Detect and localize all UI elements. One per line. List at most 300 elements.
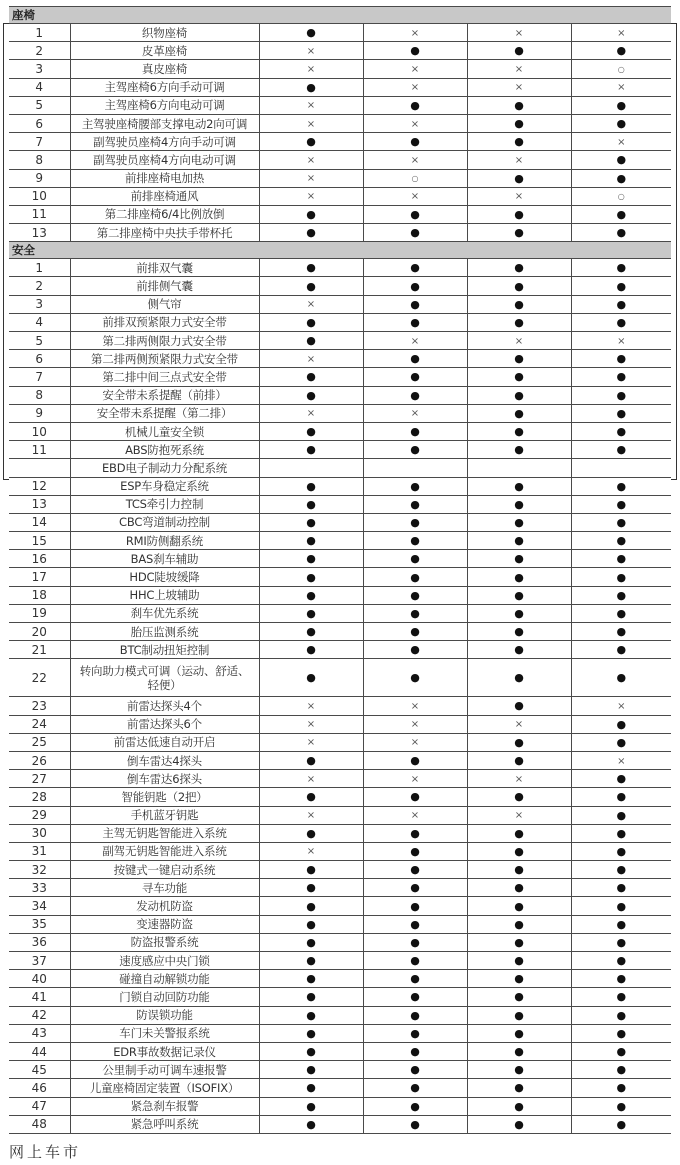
trim-4-cell xyxy=(571,770,671,788)
trim-3-cell xyxy=(467,1061,571,1079)
standard-mark: ● xyxy=(306,754,316,768)
standard-mark: ● xyxy=(514,606,524,620)
feature-name: 寻车功能 xyxy=(70,879,259,897)
trim-4-cell xyxy=(571,697,671,715)
feature-name: 织物座椅 xyxy=(70,24,259,42)
trim-2-cell xyxy=(363,770,467,788)
trim-3-cell xyxy=(467,1079,571,1097)
feature-name: 转向助力模式可调（运动、舒适、轻便） xyxy=(70,659,259,697)
trim-3-cell xyxy=(467,133,571,151)
not-available-mark: × xyxy=(410,82,420,94)
standard-mark: ● xyxy=(514,406,524,420)
trim-4-cell xyxy=(571,952,671,970)
standard-mark: ● xyxy=(514,881,524,895)
not-available-mark: × xyxy=(306,191,316,203)
row-number: 11 xyxy=(9,441,70,459)
section-header xyxy=(9,7,671,24)
table-row xyxy=(9,1042,671,1060)
not-available-mark: × xyxy=(410,408,420,420)
not-available-mark: × xyxy=(410,63,420,75)
row-number: 4 xyxy=(9,313,70,331)
row-number: 8 xyxy=(9,151,70,169)
standard-mark: ● xyxy=(410,899,420,913)
row-number: 42 xyxy=(9,1006,70,1024)
trim-2-cell xyxy=(363,368,467,386)
not-available-mark: × xyxy=(617,136,626,148)
row-number: 45 xyxy=(9,1061,70,1079)
standard-mark: ● xyxy=(514,1045,524,1059)
standard-mark: ● xyxy=(616,935,627,949)
standard-mark: ● xyxy=(306,588,316,602)
trim-1-cell xyxy=(259,205,363,223)
table-row xyxy=(9,24,671,42)
table-row xyxy=(9,422,671,440)
standard-mark: ● xyxy=(410,954,420,968)
standard-mark: ● xyxy=(306,1045,316,1059)
trim-4-cell xyxy=(571,824,671,842)
not-available-mark: × xyxy=(306,846,316,858)
trim-3-cell xyxy=(467,78,571,96)
feature-name: HDC陡坡缓降 xyxy=(70,568,259,586)
standard-mark: ● xyxy=(306,863,316,877)
standard-mark: ● xyxy=(514,899,524,913)
not-available-mark: × xyxy=(306,700,316,712)
standard-mark: ● xyxy=(514,1063,524,1077)
standard-mark: ● xyxy=(616,899,627,913)
standard-mark: ● xyxy=(306,226,316,240)
trim-3-cell xyxy=(467,42,571,60)
trim-2-cell xyxy=(363,751,467,769)
trim-2-cell xyxy=(363,60,467,78)
standard-mark: ● xyxy=(616,226,627,240)
section-title: 安全 xyxy=(9,242,671,259)
standard-mark: ● xyxy=(514,844,524,858)
row-number: 6 xyxy=(9,114,70,132)
feature-name: 公里制手动可调车速报警 xyxy=(70,1061,259,1079)
trim-3-cell xyxy=(467,350,571,368)
standard-mark: ● xyxy=(616,826,627,840)
feature-name: RMI防侧翻系统 xyxy=(70,532,259,550)
trim-1-cell xyxy=(259,1115,363,1133)
not-available-mark: × xyxy=(410,335,420,347)
feature-name: 碰撞自动解锁功能 xyxy=(70,970,259,988)
trim-4-cell xyxy=(571,1115,671,1133)
trim-1-cell xyxy=(259,770,363,788)
trim-1-cell xyxy=(259,568,363,586)
trim-2-cell xyxy=(363,386,467,404)
feature-name: 门锁自动回防功能 xyxy=(70,988,259,1006)
not-available-mark: × xyxy=(306,719,316,731)
not-available-mark: × xyxy=(410,191,420,203)
feature-name: 主驾座椅6方向手动可调 xyxy=(70,78,259,96)
spec-table xyxy=(9,6,671,1134)
standard-mark: ● xyxy=(306,334,316,348)
feature-name: 主驾无钥匙智能进入系统 xyxy=(70,824,259,842)
standard-mark: ● xyxy=(616,297,627,311)
standard-mark: ● xyxy=(616,1026,627,1040)
trim-4-cell xyxy=(571,788,671,806)
trim-1-cell xyxy=(259,277,363,295)
standard-mark: ● xyxy=(514,735,524,749)
trim-4-cell xyxy=(571,259,671,277)
not-available-mark: × xyxy=(306,100,316,112)
spec-sheet xyxy=(9,6,671,1134)
standard-mark: ● xyxy=(616,972,627,986)
trim-3-cell xyxy=(467,1024,571,1042)
trim-4-cell xyxy=(571,751,671,769)
row-number: 40 xyxy=(9,970,70,988)
standard-mark: ● xyxy=(616,844,627,858)
standard-mark: ● xyxy=(616,881,627,895)
trim-2-cell xyxy=(363,933,467,951)
feature-name: 副驾无钥匙智能进入系统 xyxy=(70,842,259,860)
trim-2-cell xyxy=(363,879,467,897)
table-row xyxy=(9,459,671,477)
trim-1-cell xyxy=(259,550,363,568)
not-available-mark: × xyxy=(514,82,524,94)
trim-1-cell xyxy=(259,368,363,386)
standard-mark: ● xyxy=(306,497,316,511)
trim-4-cell xyxy=(571,42,671,60)
trim-1-cell xyxy=(259,441,363,459)
feature-name: 主驾驶座椅腰部支撑电动2向可调 xyxy=(70,114,259,132)
trim-2-cell xyxy=(363,295,467,313)
feature-name: 前排侧气囊 xyxy=(70,277,259,295)
table-row xyxy=(9,988,671,1006)
trim-1-cell xyxy=(259,988,363,1006)
standard-mark: ● xyxy=(410,588,420,602)
table-row xyxy=(9,495,671,513)
trim-1-cell xyxy=(259,60,363,78)
standard-mark: ● xyxy=(410,1008,420,1022)
row-number: 18 xyxy=(9,586,70,604)
trim-4-cell xyxy=(571,550,671,568)
trim-1-cell xyxy=(259,641,363,659)
trim-1-cell xyxy=(259,133,363,151)
standard-mark: ● xyxy=(410,279,420,293)
not-available-mark: × xyxy=(617,700,626,712)
standard-mark: ● xyxy=(616,717,627,731)
standard-mark: ● xyxy=(514,699,524,713)
trim-3-cell xyxy=(467,586,571,604)
not-available-mark: × xyxy=(306,154,316,166)
trim-3-cell xyxy=(467,952,571,970)
feature-name: 前雷达探头6个 xyxy=(70,715,259,733)
trim-3-cell xyxy=(467,1006,571,1024)
trim-3-cell xyxy=(467,24,571,42)
standard-mark: ● xyxy=(410,135,420,149)
trim-4-cell xyxy=(571,1061,671,1079)
trim-1-cell xyxy=(259,78,363,96)
trim-1-cell xyxy=(259,224,363,242)
standard-mark: ● xyxy=(616,44,627,58)
trim-3-cell xyxy=(467,970,571,988)
trim-1-cell xyxy=(259,1097,363,1115)
not-available-mark: × xyxy=(306,810,316,822)
table-row xyxy=(9,623,671,641)
row-number: 3 xyxy=(9,60,70,78)
trim-3-cell xyxy=(467,915,571,933)
row-number: 2 xyxy=(9,277,70,295)
standard-mark: ● xyxy=(514,261,524,275)
feature-name: ABS防抱死系统 xyxy=(70,441,259,459)
standard-mark: ● xyxy=(410,1026,420,1040)
not-available-mark: × xyxy=(410,810,420,822)
not-available-mark: × xyxy=(617,82,626,94)
trim-1-cell xyxy=(259,697,363,715)
standard-mark: ● xyxy=(616,388,627,402)
standard-mark: ● xyxy=(410,226,420,240)
feature-name: EBD电子制动力分配系统 xyxy=(70,459,259,477)
table-row xyxy=(9,477,671,495)
standard-mark: ● xyxy=(306,1117,316,1131)
trim-4-cell xyxy=(571,60,671,78)
feature-name: BAS刹车辅助 xyxy=(70,550,259,568)
trim-2-cell xyxy=(363,169,467,187)
trim-4-cell xyxy=(571,586,671,604)
standard-mark: ● xyxy=(306,315,316,329)
trim-2-cell xyxy=(363,697,467,715)
standard-mark: ● xyxy=(410,625,420,639)
standard-mark: ● xyxy=(306,625,316,639)
not-available-mark: × xyxy=(514,335,524,347)
standard-mark: ● xyxy=(410,1117,420,1131)
not-available-mark: × xyxy=(306,773,316,785)
trim-3-cell xyxy=(467,151,571,169)
standard-mark: ● xyxy=(410,370,420,384)
table-row xyxy=(9,368,671,386)
standard-mark: ● xyxy=(410,388,420,402)
trim-4-cell xyxy=(571,532,671,550)
standard-mark: ● xyxy=(410,754,420,768)
trim-1-cell xyxy=(259,604,363,622)
standard-mark: ● xyxy=(306,26,316,40)
standard-mark: ● xyxy=(410,606,420,620)
standard-mark: ● xyxy=(616,808,627,822)
trim-1-cell xyxy=(259,513,363,531)
trim-3-cell xyxy=(467,988,571,1006)
row-number: 36 xyxy=(9,933,70,951)
table-row xyxy=(9,604,671,622)
not-available-mark: × xyxy=(306,45,316,57)
row-number: 1 xyxy=(9,24,70,42)
feature-name: 发动机防盗 xyxy=(70,897,259,915)
not-available-mark: × xyxy=(306,63,316,75)
trim-1-cell xyxy=(259,733,363,751)
feature-name: 倒车雷达4探头 xyxy=(70,751,259,769)
standard-mark: ● xyxy=(410,497,420,511)
trim-4-cell xyxy=(571,313,671,331)
feature-name: 第二排两侧限力式安全带 xyxy=(70,332,259,350)
not-available-mark: × xyxy=(514,191,524,203)
trim-2-cell xyxy=(363,824,467,842)
trim-2-cell xyxy=(363,495,467,513)
table-row xyxy=(9,96,671,114)
trim-2-cell xyxy=(363,404,467,422)
trim-4-cell xyxy=(571,988,671,1006)
standard-mark: ● xyxy=(514,497,524,511)
standard-mark: ● xyxy=(616,1117,627,1131)
row-number: 7 xyxy=(9,133,70,151)
trim-1-cell xyxy=(259,1024,363,1042)
trim-2-cell xyxy=(363,332,467,350)
standard-mark: ● xyxy=(410,534,420,548)
trim-4-cell xyxy=(571,623,671,641)
table-row xyxy=(9,842,671,860)
standard-mark: ● xyxy=(410,844,420,858)
table-row xyxy=(9,806,671,824)
trim-1-cell xyxy=(259,386,363,404)
row-number: 5 xyxy=(9,96,70,114)
table-row xyxy=(9,187,671,205)
feature-name: 防误锁功能 xyxy=(70,1006,259,1024)
feature-name: 儿童座椅固定装置（ISOFIX） xyxy=(70,1079,259,1097)
standard-mark: ● xyxy=(514,1008,524,1022)
standard-mark: ● xyxy=(306,1063,316,1077)
standard-mark: ● xyxy=(514,297,524,311)
row-number: 14 xyxy=(9,513,70,531)
trim-2-cell xyxy=(363,96,467,114)
trim-1-cell xyxy=(259,623,363,641)
standard-mark: ● xyxy=(616,954,627,968)
feature-name: 速度感应中央门锁 xyxy=(70,952,259,970)
optional-mark: ○ xyxy=(411,174,419,184)
trim-3-cell xyxy=(467,733,571,751)
standard-mark: ● xyxy=(616,1099,627,1113)
trim-2-cell xyxy=(363,78,467,96)
standard-mark: ● xyxy=(410,935,420,949)
trim-3-cell xyxy=(467,441,571,459)
feature-name: 安全带未系提醒（第二排） xyxy=(70,404,259,422)
trim-3-cell xyxy=(467,1097,571,1115)
trim-3-cell xyxy=(467,477,571,495)
table-row xyxy=(9,151,671,169)
standard-mark: ● xyxy=(514,990,524,1004)
trim-3-cell xyxy=(467,861,571,879)
row-number: 43 xyxy=(9,1024,70,1042)
not-available-mark: × xyxy=(306,353,316,365)
standard-mark: ● xyxy=(306,1026,316,1040)
standard-mark: ● xyxy=(514,954,524,968)
standard-mark: ● xyxy=(616,352,627,366)
trim-1-cell xyxy=(259,532,363,550)
standard-mark: ● xyxy=(514,226,524,240)
row-number: 15 xyxy=(9,532,70,550)
trim-2-cell xyxy=(363,550,467,568)
row-number: 7 xyxy=(9,368,70,386)
standard-mark: ● xyxy=(616,917,627,931)
standard-mark: ● xyxy=(514,935,524,949)
trim-3-cell xyxy=(467,205,571,223)
standard-mark: ● xyxy=(306,80,316,94)
standard-mark: ● xyxy=(410,479,420,493)
standard-mark: ● xyxy=(616,1063,627,1077)
not-available-mark: × xyxy=(514,154,524,166)
feature-name: 车门未关警报系统 xyxy=(70,1024,259,1042)
row-number: 26 xyxy=(9,751,70,769)
not-available-mark: × xyxy=(410,773,420,785)
not-available-mark: × xyxy=(410,118,420,130)
row-number: 44 xyxy=(9,1042,70,1060)
standard-mark: ● xyxy=(410,297,420,311)
table-row xyxy=(9,277,671,295)
trim-4-cell xyxy=(571,970,671,988)
table-row xyxy=(9,350,671,368)
standard-mark: ● xyxy=(514,643,524,657)
table-row xyxy=(9,915,671,933)
row-number: 16 xyxy=(9,550,70,568)
trim-1-cell xyxy=(259,788,363,806)
trim-4-cell xyxy=(571,477,671,495)
table-row xyxy=(9,205,671,223)
trim-2-cell xyxy=(363,277,467,295)
trim-4-cell xyxy=(571,915,671,933)
row-number: 10 xyxy=(9,187,70,205)
not-available-mark: × xyxy=(410,719,420,731)
standard-mark: ● xyxy=(616,863,627,877)
trim-1-cell xyxy=(259,404,363,422)
not-available-mark: × xyxy=(410,737,420,749)
feature-name: 防盗报警系统 xyxy=(70,933,259,951)
trim-1-cell xyxy=(259,96,363,114)
standard-mark: ● xyxy=(306,899,316,913)
standard-mark: ● xyxy=(306,1099,316,1113)
table-row xyxy=(9,1024,671,1042)
trim-4-cell xyxy=(571,733,671,751)
feature-name: 刹车优先系统 xyxy=(70,604,259,622)
trim-4-cell xyxy=(571,842,671,860)
trim-3-cell xyxy=(467,169,571,187)
trim-3-cell xyxy=(467,824,571,842)
standard-mark: ● xyxy=(306,425,316,439)
trim-1-cell xyxy=(259,806,363,824)
table-row xyxy=(9,641,671,659)
trim-4-cell xyxy=(571,277,671,295)
row-number: 17 xyxy=(9,568,70,586)
row-number: 46 xyxy=(9,1079,70,1097)
feature-name: 前雷达低速自动开启 xyxy=(70,733,259,751)
standard-mark: ● xyxy=(514,207,524,221)
standard-mark: ● xyxy=(514,863,524,877)
trim-4-cell xyxy=(571,205,671,223)
standard-mark: ● xyxy=(514,625,524,639)
trim-3-cell xyxy=(467,313,571,331)
standard-mark: ● xyxy=(616,606,627,620)
trim-1-cell xyxy=(259,24,363,42)
trim-4-cell xyxy=(571,568,671,586)
feature-name: 第二排座椅6/4比例放倒 xyxy=(70,205,259,223)
trim-4-cell xyxy=(571,368,671,386)
standard-mark: ● xyxy=(514,1099,524,1113)
table-row xyxy=(9,169,671,187)
standard-mark: ● xyxy=(306,388,316,402)
trim-4-cell xyxy=(571,861,671,879)
trim-4-cell xyxy=(571,641,671,659)
standard-mark: ● xyxy=(306,135,316,149)
standard-mark: ● xyxy=(514,1026,524,1040)
standard-mark: ● xyxy=(616,671,627,685)
trim-3-cell xyxy=(467,568,571,586)
trim-2-cell xyxy=(363,350,467,368)
not-available-mark: × xyxy=(306,173,316,185)
standard-mark: ● xyxy=(306,570,316,584)
section-header xyxy=(9,242,671,259)
trim-1-cell xyxy=(259,915,363,933)
trim-3-cell xyxy=(467,897,571,915)
standard-mark: ● xyxy=(306,534,316,548)
standard-mark: ● xyxy=(410,315,420,329)
trim-2-cell xyxy=(363,224,467,242)
